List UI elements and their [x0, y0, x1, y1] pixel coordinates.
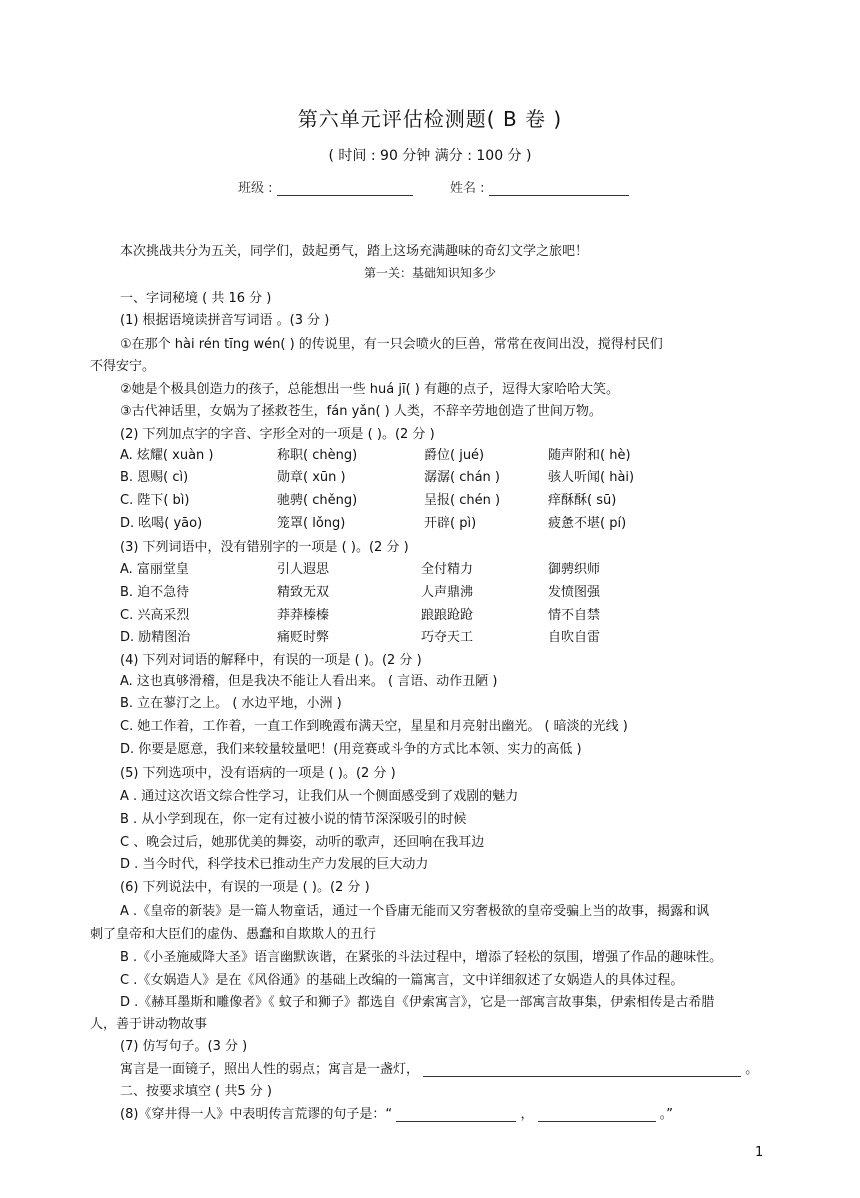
- q5-stem: (5) 下列选项中，没有语病的一项是 ( )。(2 分 ): [120, 766, 396, 781]
- q2-option-d-w3: 开辟( pì): [424, 516, 477, 531]
- q1-item1: ①在那个 hài rén tīng wén( ) 的传说里，有一只会喷火的巨兽，常常在夜间出没，搅得村民们: [120, 337, 663, 352]
- q3-option-a-w3: 全付精力: [421, 562, 474, 577]
- q2-option-c-w4: 痒酥酥( sū): [548, 493, 617, 508]
- q1-item1-cont: 不得安宁。: [90, 359, 156, 374]
- q6-stem: (6) 下列说法中，有误的一项是 ( )。(2 分 ): [120, 880, 370, 895]
- q3-option-a-w4: 御骋织师: [548, 562, 601, 577]
- name-blank: [489, 181, 629, 196]
- q7-answer-blank: [423, 1062, 741, 1077]
- q3-option-d-w1: D. 励精图治: [120, 630, 191, 645]
- page-number: 1: [755, 1145, 764, 1160]
- q2-option-a-w3: 爵位( jué): [424, 448, 485, 463]
- q1-item2: ②她是个极具创造力的孩子，总能想出一些 huá jī( ) 有趣的点子，逗得大家哈哈大笑。: [120, 382, 619, 397]
- name-label: 姓名 :: [450, 181, 485, 196]
- q2-option-a-w1: A. 炫耀( xuàn ): [120, 448, 214, 463]
- q4-option-a: A. 这也真够滑稽，但是我决不能让人看出来。 ( 言语、动作丑陋 ): [120, 674, 498, 689]
- q6-option-d: D .《赫耳墨斯和雕像者》《 蚊子和狮子》都选自《伊索寓言》，它是一部寓言故事集，伊索相传是古希腊: [120, 995, 715, 1010]
- level1-title: 第一关：基础知识知多少: [363, 266, 496, 280]
- q7-prompt: 寓言是一面镜子，照出人性的弱点；寓言是一盏灯，: [120, 1062, 420, 1077]
- q2-option-c-w3: 呈报( chén ): [424, 493, 501, 508]
- name-field: [450, 177, 629, 196]
- q8-line: [120, 1103, 673, 1122]
- q3-option-b-w4: 发愤图强: [548, 585, 601, 600]
- q6-option-b: B .《小圣施威降大圣》语言幽默诙谐，在紧张的斗法过程中，增添了轻松的氛围，增强了作品的趣味性。: [120, 950, 723, 965]
- q5-option-b: B . 从小学到现在，你一定有过被小说的情节深深吸引的时候: [120, 812, 467, 827]
- class-field: [238, 177, 413, 196]
- q6-option-d-cont: 人，善于讲动物故事: [90, 1017, 208, 1032]
- q2-option-a-w4: 随声附和( hè): [548, 448, 631, 463]
- q2-option-b-w3: 潺潺( chán ): [424, 470, 501, 485]
- q5-option-d: D . 当今时代，科学技术已推动生产力发展的巨大动力: [120, 857, 429, 872]
- q5-option-c: C 、晚会过后，她那优美的舞姿，动听的歌声，还回响在我耳边: [120, 835, 485, 850]
- q1-stem: (1) 根据语境读拼音写词语 。(3 分 ): [120, 313, 330, 328]
- q2-option-b-w1: B. 恩赐( cì): [120, 470, 189, 485]
- q7-line: [120, 1058, 758, 1077]
- q2-option-b-w2: 勋章( xūn ): [277, 470, 346, 485]
- q3-stem: (3) 下列词语中，没有错别字的一项是 ( )。(2 分 ): [120, 540, 409, 555]
- q8-prompt: (8)《穿井得一人》中表明传言荒谬的句子是：“: [120, 1107, 393, 1122]
- q3-option-a-w1: A. 富丽堂皇: [120, 562, 189, 577]
- q3-option-d-w4: 自吹自雷: [548, 630, 601, 645]
- section2-title: 二、按要求填空 ( 共5 分 ): [120, 1084, 272, 1099]
- q6-option-c: C .《女娲造人》是在《风俗通》的基础上改编的一篇寓言，文中详细叙述了女娲造人的具体过程。: [120, 973, 684, 988]
- q8-separator: ，: [520, 1107, 534, 1122]
- q4-option-b: B. 立在蓼汀之上。 ( 水边平地，小洲 ): [120, 696, 342, 711]
- q5-option-a: A . 通过这次语文综合性学习，让我们从一个侧面感受到了戏剧的魅力: [120, 789, 519, 804]
- q4-option-d: D. 你要是愿意，我们来较量较量吧！(用竞赛或斗争的方式比本领、实力的高低 ): [120, 742, 582, 757]
- q7-stem: (7) 仿写句子。(3 分 ): [120, 1039, 248, 1054]
- q6-option-a-cont: 刺了皇帝和大臣们的虚伪、愚蠢和自欺欺人的丑行: [90, 927, 377, 942]
- q3-option-b-w2: 精致无双: [277, 585, 330, 600]
- q4-option-c: C. 她工作着，工作着，一直工作到晚霞布满天空，星星和月亮射出幽光。 ( 暗淡的光线 ): [120, 719, 628, 734]
- q3-option-c-w2: 莽莽榛榛: [277, 608, 330, 623]
- page-title: 第六单元评估检测题( B 卷 ): [297, 107, 563, 131]
- q2-option-d-w1: D. 吆喝( yāo): [120, 516, 203, 531]
- q2-option-d-w2: 笼罩( lǒng): [277, 516, 346, 531]
- class-blank: [277, 181, 413, 196]
- exam-subtitle: ( 时间 : 90 分钟 满分 : 100 分 ): [328, 148, 532, 164]
- q3-option-c-w4: 情不自禁: [548, 608, 601, 623]
- q6-option-a: A .《皇帝的新装》是一篇人物童话，通过一个昏庸无能而又穷奢极欲的皇帝受骗上当的故事，揭露和讽: [120, 904, 710, 919]
- class-label: 班级 :: [238, 181, 273, 196]
- q8-blank-2: [538, 1107, 656, 1122]
- q3-option-c-w3: 踉踉跄跄: [421, 608, 474, 623]
- q3-option-c-w1: C. 兴高采烈: [120, 608, 190, 623]
- q2-option-c-w1: C. 陛下( bì): [120, 493, 190, 508]
- q2-option-d-w4: 疲惫不堪( pí): [548, 516, 627, 531]
- q8-end: 。”: [659, 1107, 673, 1122]
- q8-blank-1: [396, 1107, 516, 1122]
- q2-stem: (2) 下列加点字的字音、字形全对的一项是 ( )。(2 分 ): [120, 427, 435, 442]
- q2-option-b-w4: 骇人听闻( hài): [548, 470, 635, 485]
- q3-option-b-w1: B. 迫不急待: [120, 585, 190, 600]
- q1-item3: ③古代神话里，女娲为了拯救苍生，fán yǎn( ) 人类，不辞辛劳地创造了世间万物。: [120, 404, 602, 419]
- q4-stem: (4) 下列对词语的解释中，有误的一项是 ( )。(2 分 ): [120, 653, 422, 668]
- q3-option-d-w2: 痛贬时弊: [277, 630, 330, 645]
- q3-option-d-w3: 巧夺天工: [421, 630, 474, 645]
- q7-end: 。: [745, 1062, 759, 1077]
- intro-text: 本次挑战共分为五关，同学们，鼓起勇气，踏上这场充满趣味的奇幻文学之旅吧！: [120, 244, 589, 259]
- q2-option-c-w2: 驰骋( chěng): [277, 493, 358, 508]
- q3-option-a-w2: 引人遐思: [277, 562, 330, 577]
- q3-option-b-w3: 人声鼎沸: [421, 585, 474, 600]
- q2-option-a-w2: 称职( chèng): [277, 448, 358, 463]
- section1-title: 一、字词秘境 ( 共 16 分 ): [120, 291, 272, 306]
